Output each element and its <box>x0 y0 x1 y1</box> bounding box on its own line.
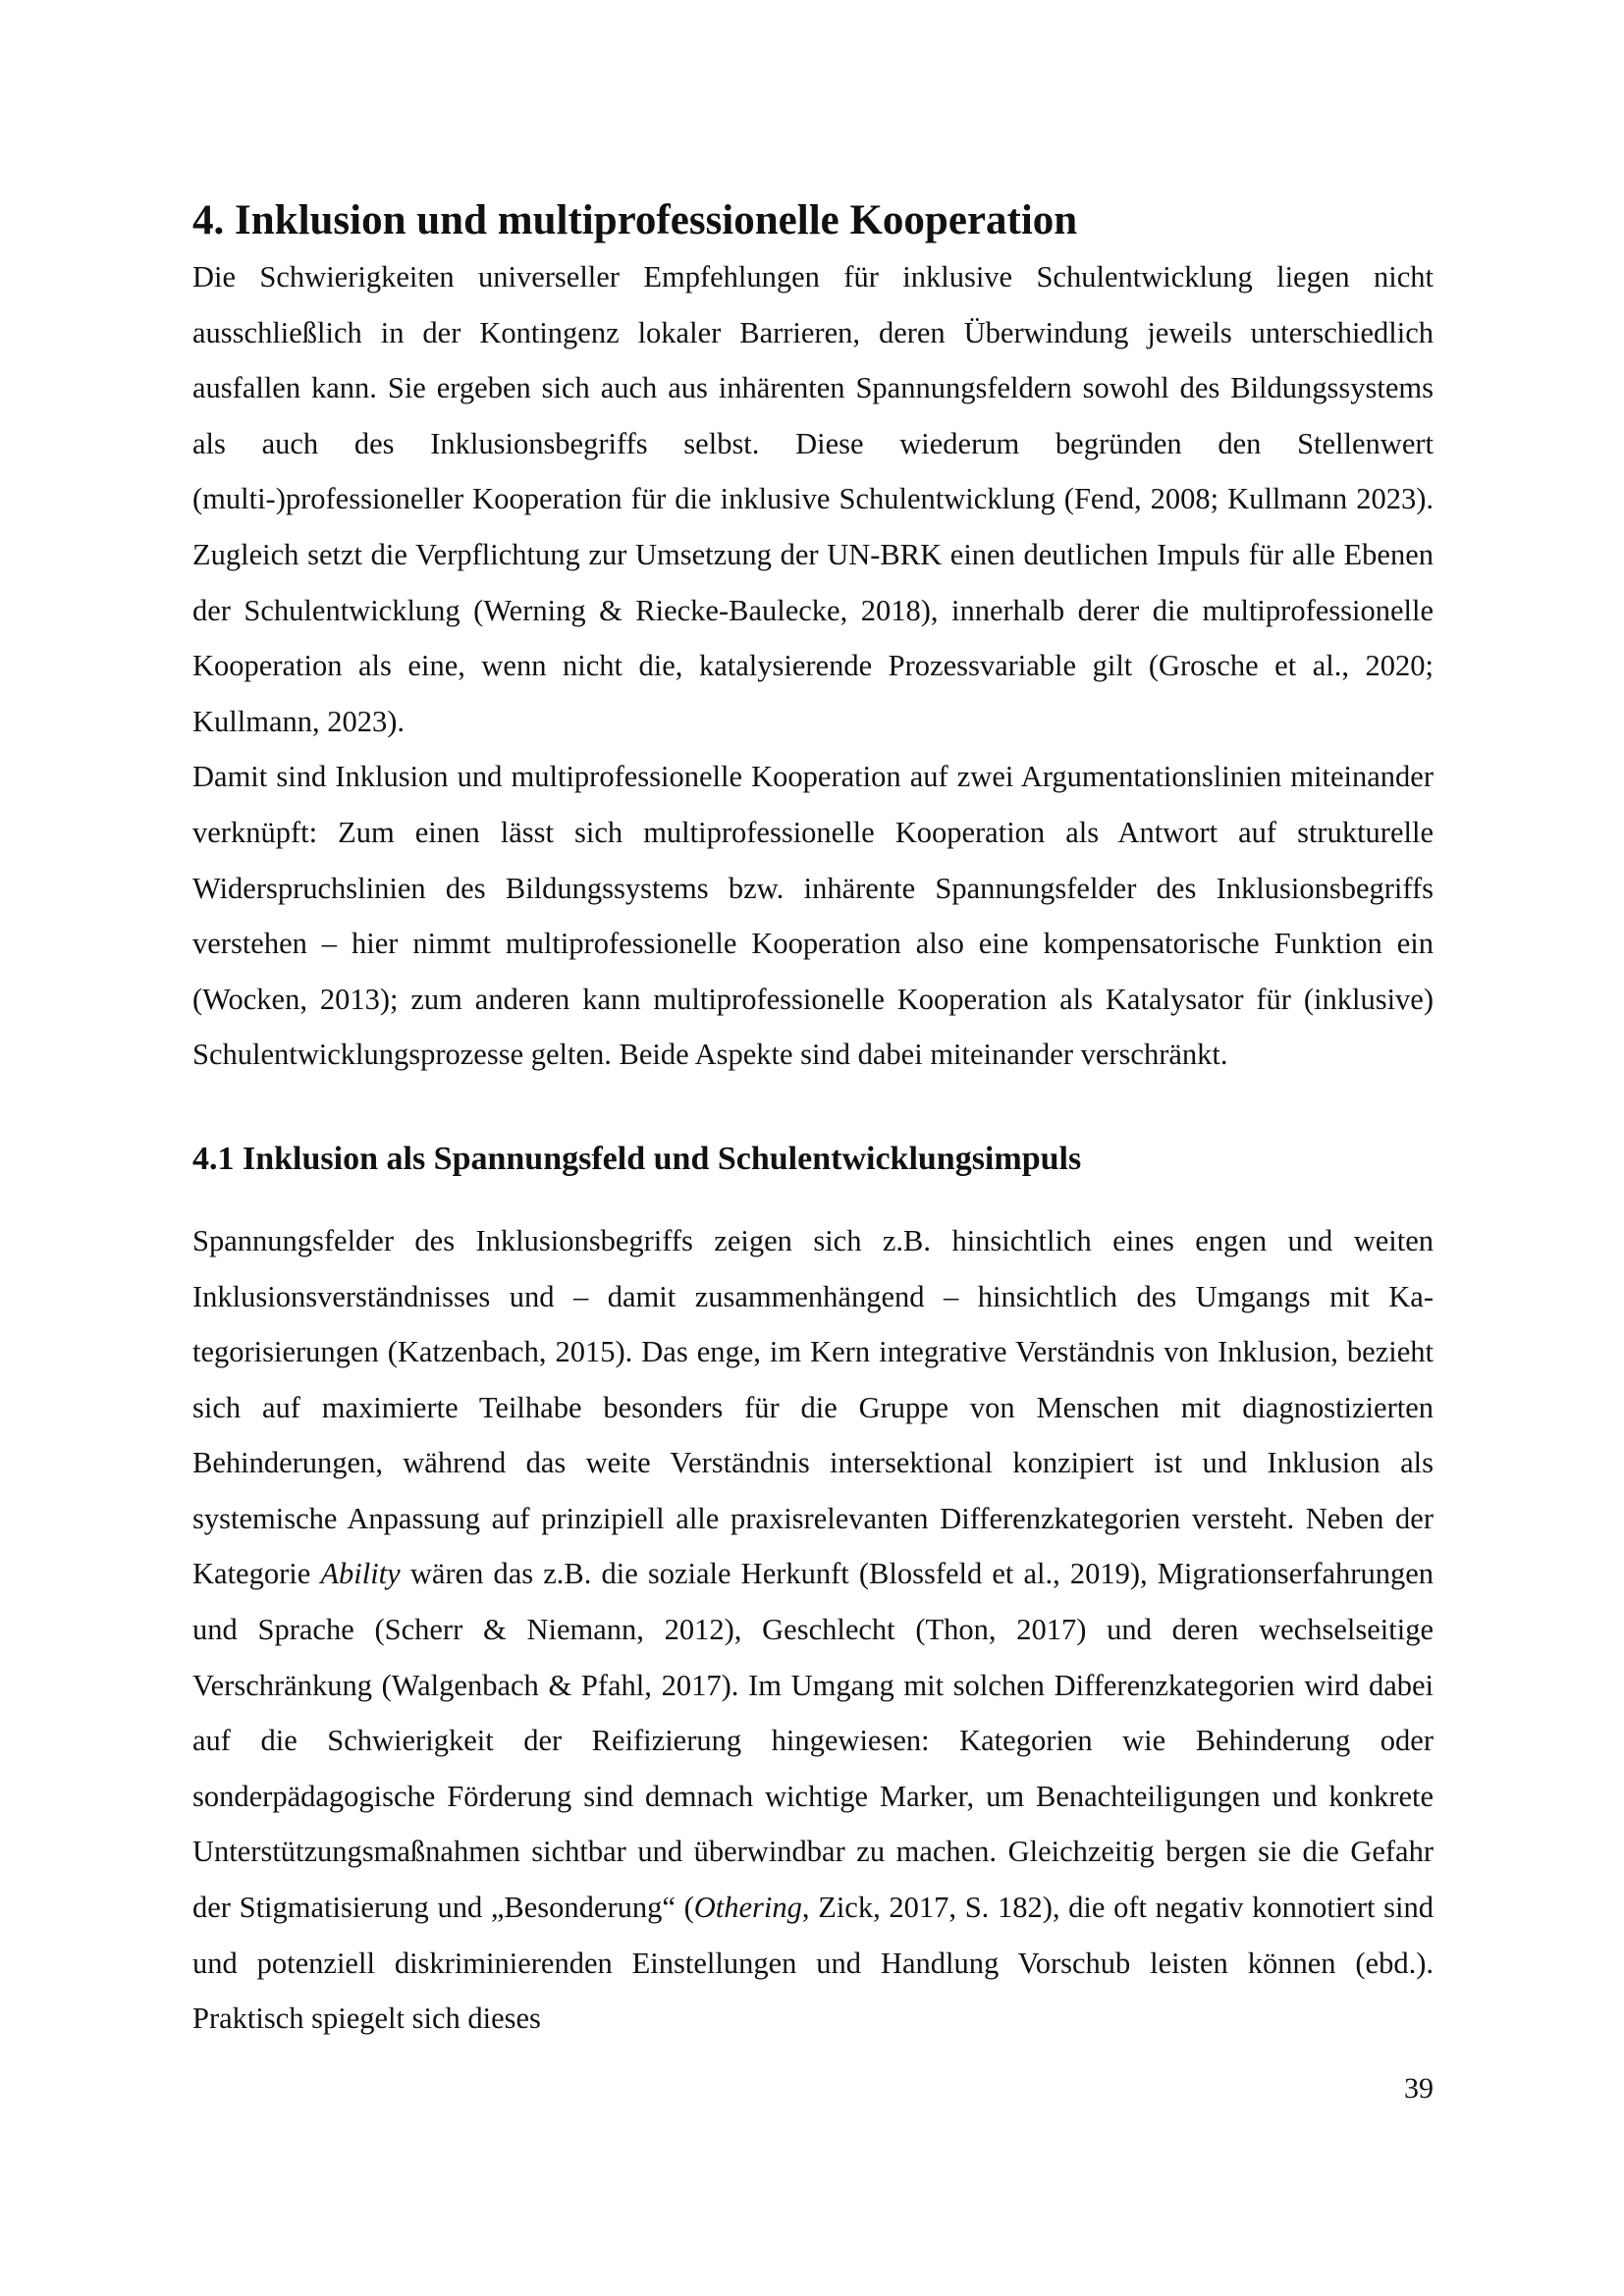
paragraph-text: wären das z.B. die soziale Herkunft (Blossfeld et al., 2019), Migrationserfahrungen und Sprache (Scherr & Niemann, 2012), Geschlecht (Thon, 2017) und deren wechselseitige Verschränkung (Walgenbach & Pfahl, 2017). Im Umgang mit solchen Differenzkategorien wird dabei auf die Schwierigkeit der Reifizierung hingewiesen: Kategorien wie Behinderung oder sonderpädagogische Förderung sind demnach wichtige Marker, um Benachteiligungen und konkrete Unterstützungsmaßnahmen sichtbar und überwindbar zu machen. Gleichzeitig bergen sie die Gefahr der Stigmatisierung und „Besonderung“ ( <box>192 1557 1434 1925</box>
paragraph-text: Spannungsfelder des Inklusionsbegriffs zeigen sich z.B. hinsichtlich eines engen und weiten Inklusionsverständnisses und – damit zusammenhängend – hinsichtlich des Umgangs mit Kategorisierungen (Katzenbach, 2015). Das enge, im Kern integrative Verständnis von Inklusion, bezieht sich auf maximierte Teilhabe besonders für die Gruppe von Menschen mit diagnostizierten Behinderungen, während das weite Verständnis intersektional konzipiert ist und Inklusion als systemische Anpassung auf prinzipiell alle praxisrelevanten Differenzkategorien versteht. Neben der Kategorie <box>192 1223 1434 1591</box>
paragraph <box>192 1213 1434 2047</box>
emphasis-term: Ability <box>320 1557 401 1591</box>
paragraph: Die Schwierigkeiten universeller Empfehlungen für inklusive Schulentwicklung liegen nicht ausschließlich in der Kontingenz lokaler Barrieren, deren Überwindung jeweils unterschiedlich ausfallen kann. Sie ergeben sich auch aus inhärenten Spannungsfeldern sowohl des Bildungssystems als auch des Inklusionsbegriffs selbst. Diese wiederum begründen den Stellenwert (multi-)professioneller Kooperation für die inklusive Schulentwicklung (Fend, 2008; Kullmann 2023). Zugleich setzt die Verpflichtung zur Umsetzung der UN-BRK einen deutlichen Impuls für alle Ebenen der Schulentwicklung (Werning & Riecke-Baulecke, 2018), innerhalb derer die multiprofessionelle Kooperation als eine, wenn nicht die, katalysierende Prozessvariable gilt (Grosche et al., 2020; Kullmann, 2023). <box>192 260 1434 738</box>
subsection-title: 4.1 Inklusion als Spannungsfeld und Schulentwicklungsimpuls <box>192 1140 1082 1177</box>
page-content <box>192 192 1434 2047</box>
emphasis-term: Othering <box>693 1891 802 1925</box>
paragraph-text: , Zick, 2017, S. 182), die oft negativ konnotiert sind und potenziell diskriminierenden Einstellungen und Handlung Vorschub leisten können (ebd.). Praktisch spiegelt sich dieses <box>192 1891 1435 2036</box>
page-number: 39 <box>1404 2072 1434 2105</box>
paragraph: Damit sind Inklusion und multiprofessionelle Kooperation auf zwei Argumentationslinien miteinander verknüpft: Zum einen lässt sich multiprofessionelle Kooperation als Antwort auf strukturelle Widerspruchslinien des Bildungssystems bzw. inhärente Spannungsfelder des Inklusionsbegriffs verstehen – hier nimmt multiprofessionelle Kooperation also eine kompensatorische Funktion ein (Wocken, 2013); zum anderen kann multiprofessionelle Kooperation als Katalysator für (inklusive) Schulentwicklungsprozesse gelten. Beide Aspekte sind dabei miteinander verschränkt. <box>192 760 1434 1072</box>
section-title: 4. Inklusion und multiprofessionelle Kooperation <box>192 197 1078 243</box>
